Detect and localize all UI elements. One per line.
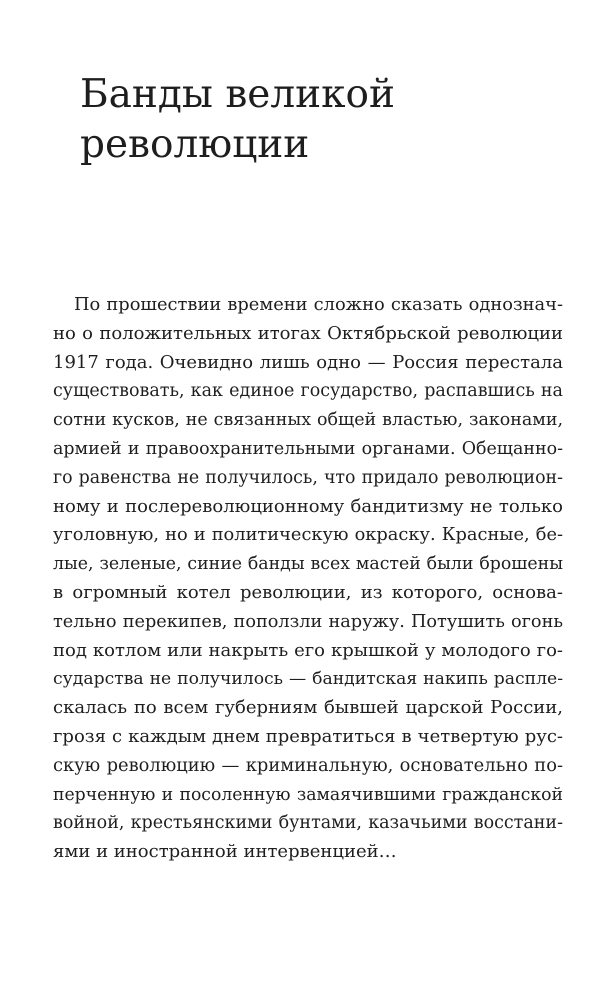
paragraph-line: под котлом или накрыть его крышкой у молодого го- <box>53 639 563 661</box>
paragraph-line: тельно перекипев, поползли наружу. Потушить огонь <box>53 611 563 632</box>
paragraph-line: сотни кусков, не связанных общей властью, законами, <box>53 410 563 431</box>
chapter-title-line: революции <box>80 122 310 167</box>
paragraph-line: скалась по всем губерниям бывшей царской России, <box>53 697 563 719</box>
paragraph-line: уголовную, но и политическую окраску. Красные, бе- <box>53 524 563 546</box>
paragraph-line: армией и правоохранительными органами. Обещанно- <box>53 438 563 459</box>
paragraph-line: сударства не получилось — бандитская накипь распле- <box>53 669 563 690</box>
paragraph-line: войной, крестьянскими бунтами, казачьими восстани- <box>53 813 563 834</box>
paragraph-line: ному и послереволюционному бандитизму не только <box>53 495 563 517</box>
chapter-title-line: Банды великой <box>80 72 396 117</box>
paragraph-line: но о положительных итогах Октябрьской революции <box>53 322 563 344</box>
paragraph-line: грозя с каждым днем превратиться в четвертую рус- <box>53 725 563 747</box>
paragraph-line: существовать, как единое государство, распавшись на <box>53 381 563 402</box>
paragraph-line: в огромный котел революции, из которого, основа- <box>53 581 563 603</box>
body-paragraph <box>53 291 563 867</box>
paragraph-line: лые, зеленые, синие банды всех мастей были брошены <box>53 554 563 575</box>
paragraph-line: го равенства не получилось, что придало революцион- <box>53 467 563 488</box>
paragraph-line: ями и иностранной интервенцией… <box>53 841 397 863</box>
paragraph-line: По прошествии времени сложно сказать однознач- <box>74 294 563 315</box>
paragraph-line: перченную и посоленную замаячившими гражданской <box>53 784 563 805</box>
paragraph-line: скую революцию — криминальную, основательно по- <box>53 754 563 776</box>
chapter-title <box>80 70 580 170</box>
paragraph-line: 1917 года. Очевидно лишь одно — Россия перестала <box>53 351 563 373</box>
